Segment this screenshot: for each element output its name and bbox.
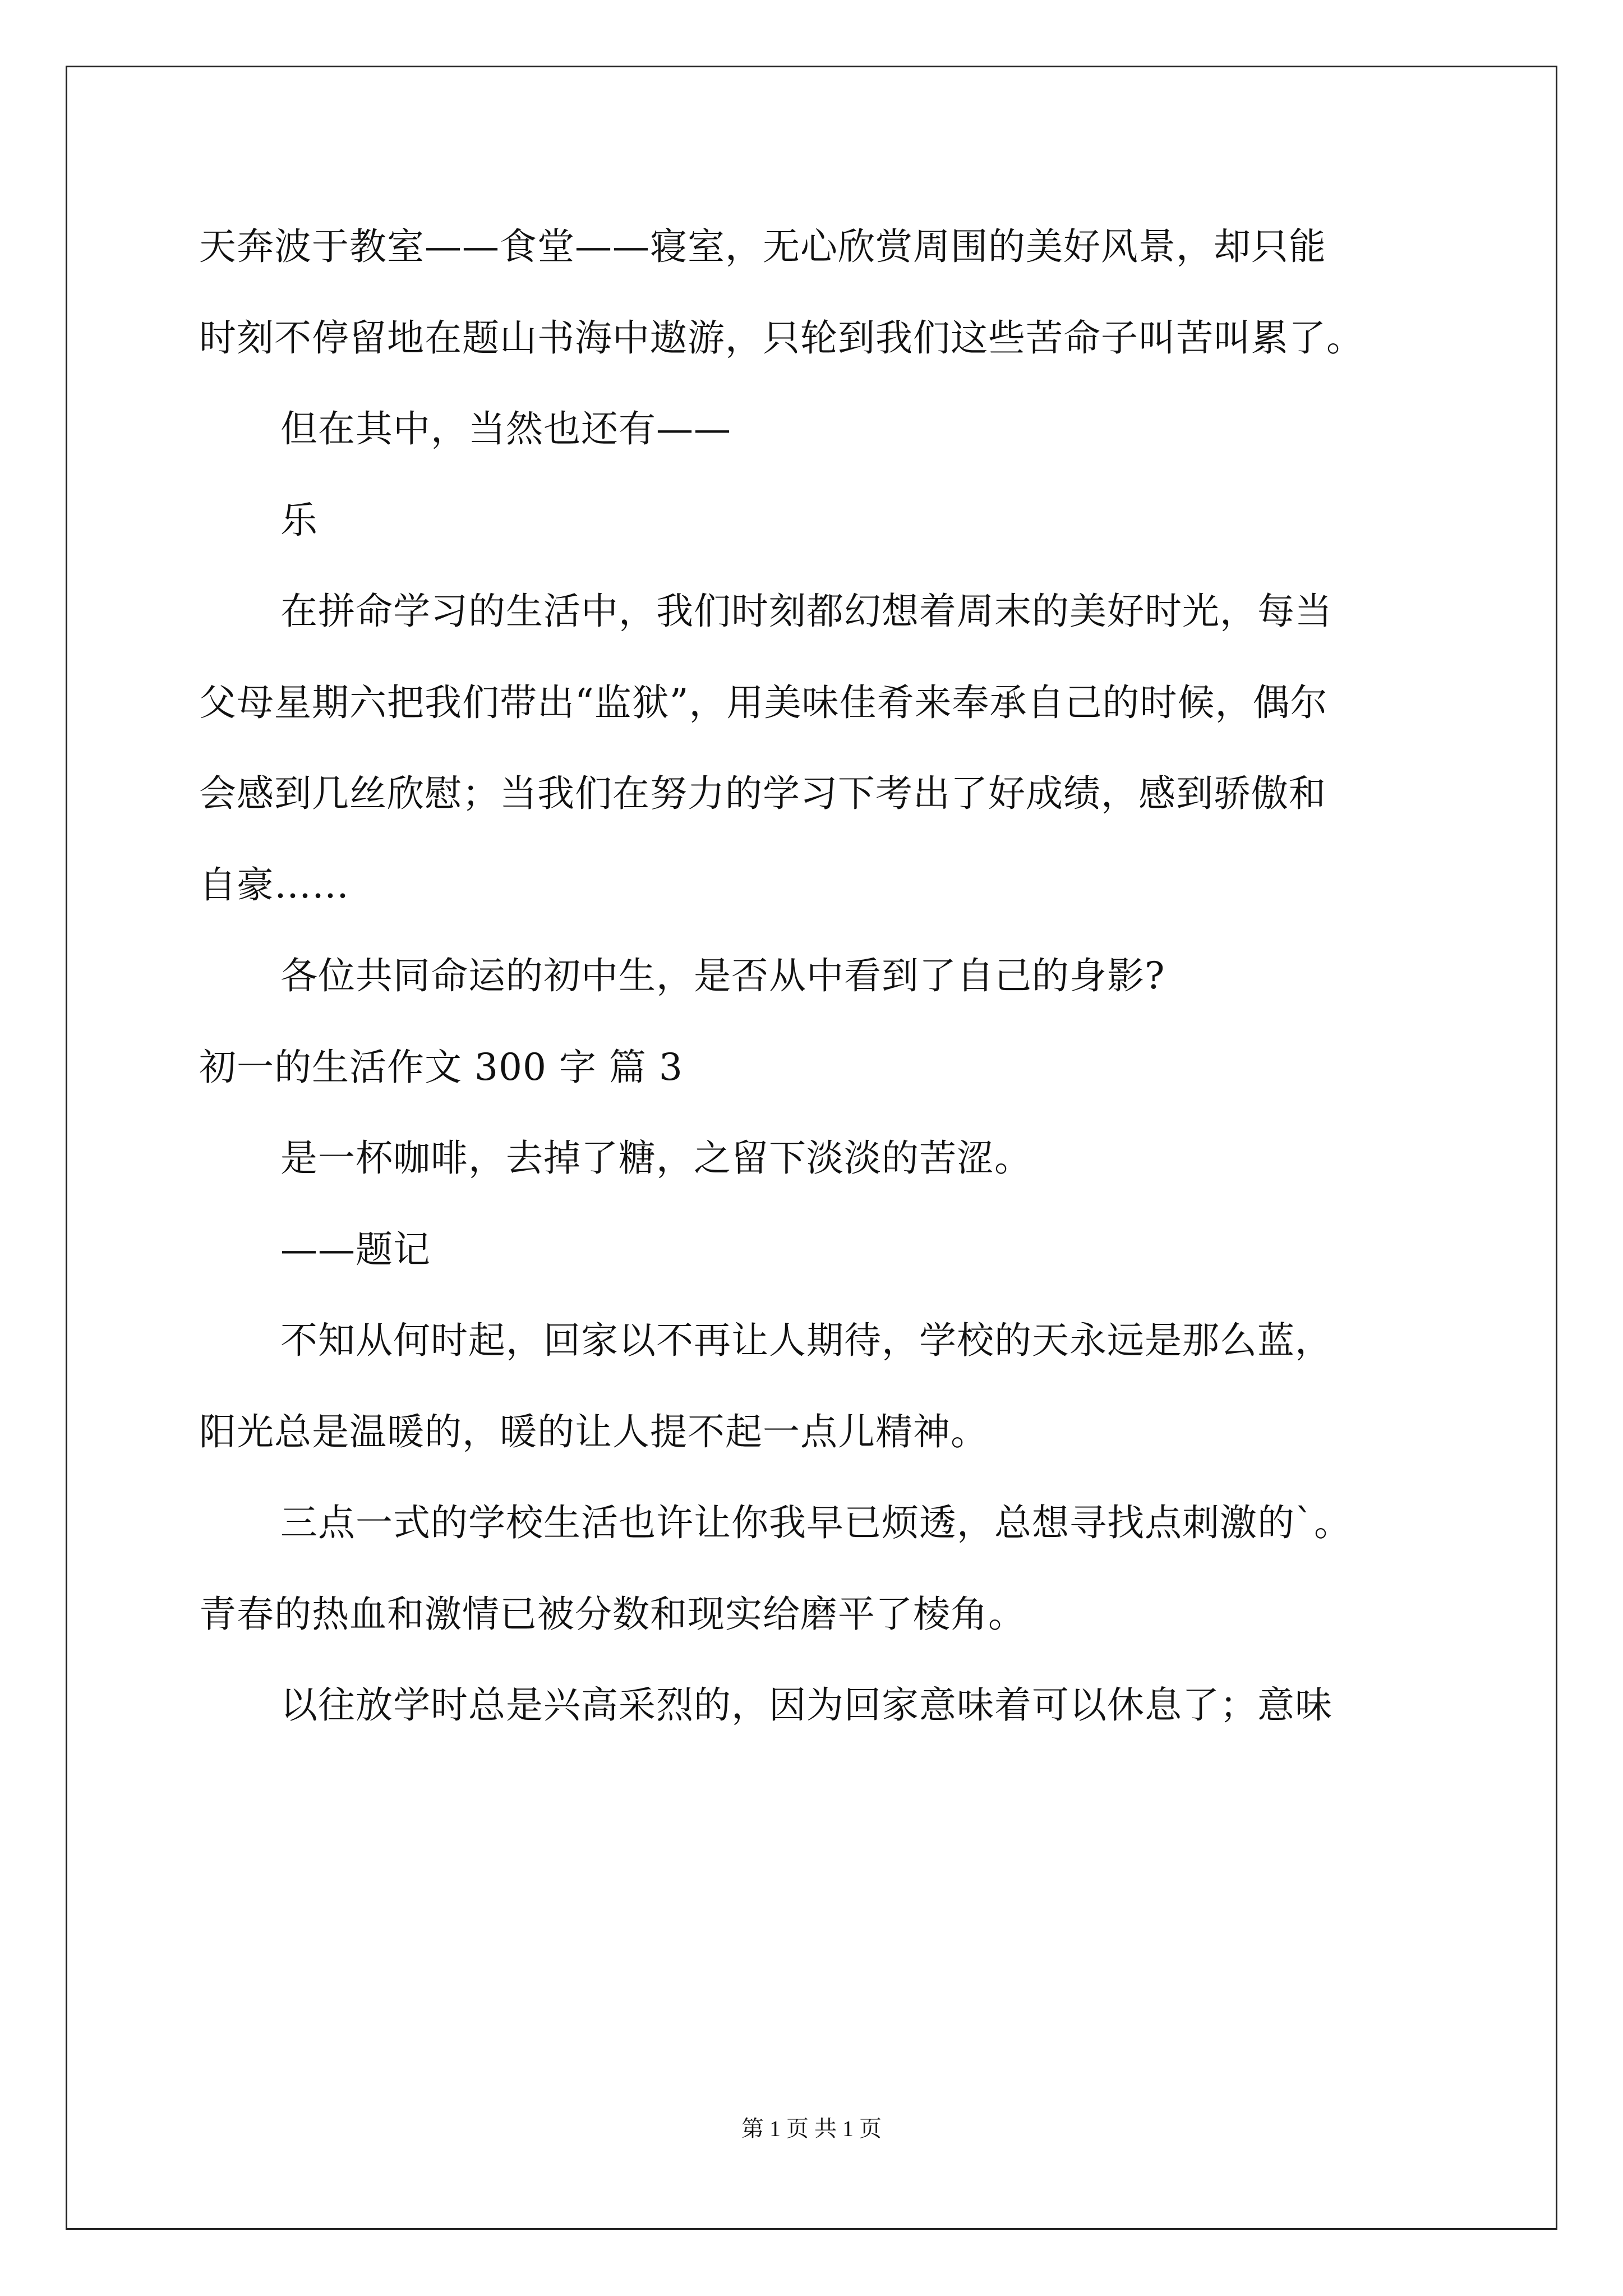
body-line-16: 青春的热血和激情已被分数和现实给磨平了棱角。 [199,1593,1026,1636]
body-line-5: 在拼命学习的生活中，我们时刻都幻想着周末的美好时光，每当 [280,590,1332,633]
body-line-4: 乐 [280,499,318,542]
body-line-17: 以往放学时总是兴高采烈的，因为回家意味着可以休息了；意味 [280,1683,1332,1727]
body-line-8: 自豪…… [199,863,349,907]
body-line-15: 三点一式的学校生活也许让你我早已烦透，总想寻找点刺激的`。 [280,1501,1352,1544]
body-line-12: ——题记 [280,1228,431,1271]
section-heading: 初一的生活作文 300 字 篇 3 [199,1046,683,1089]
body-line-3: 但在其中，当然也还有—— [280,407,731,450]
body-line-1: 天奔波于教室——食堂——寝室，无心欣赏周围的美好风景，却只能 [199,225,1326,268]
body-line-14: 阳光总是温暖的，暖的让人提不起一点儿精神。 [199,1410,988,1453]
body-line-11: 是一杯咖啡，去掉了糖，之留下淡淡的苦涩。 [280,1137,1032,1180]
body-line-13: 不知从何时起，回家以不再让人期待，学校的天永远是那么蓝， [280,1319,1332,1362]
body-line-6: 父母星期六把我们带出“监狱”，用美味佳肴来奉承自己的时候，偶尔 [199,681,1328,724]
body-line-9: 各位共同命运的初中生，是否从中看到了自己的身影? [280,954,1165,997]
body-line-7: 会感到几丝欣慰；当我们在努力的学习下考出了好成绩，感到骄傲和 [199,772,1326,815]
page-footer: 第 1 页 共 1 页 [741,2116,882,2141]
body-line-2: 时刻不停留地在题山书海中遨游，只轮到我们这些苦命子叫苦叫累了。 [199,316,1364,360]
